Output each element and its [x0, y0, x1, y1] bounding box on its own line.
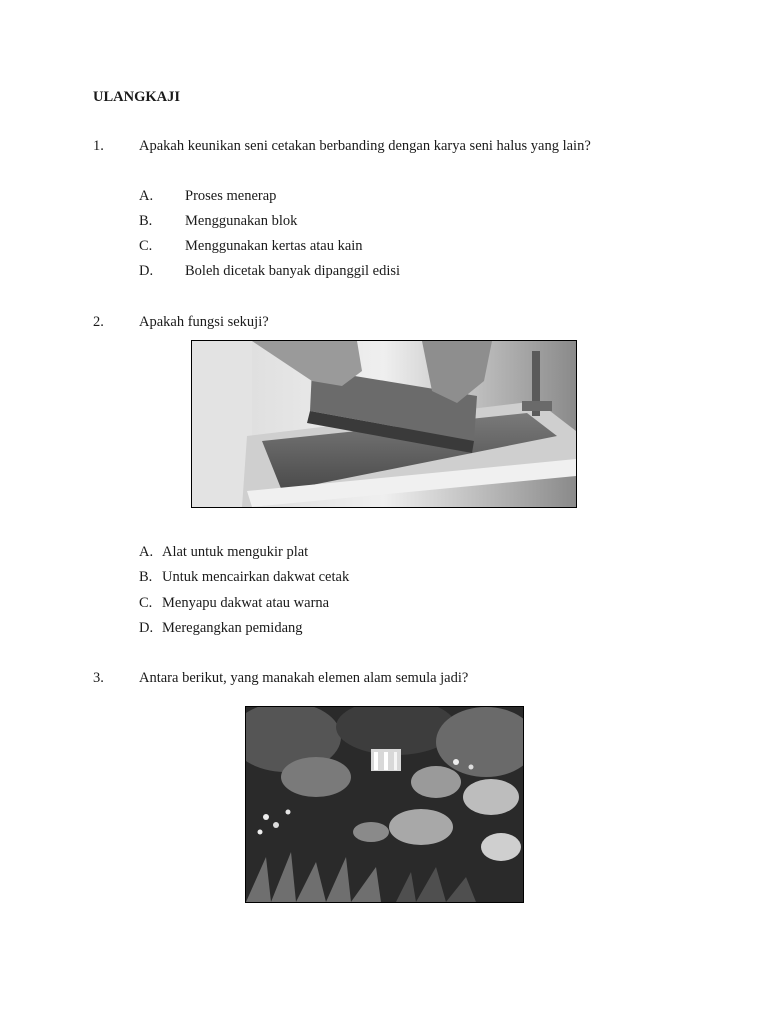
question-2-text: Apakah fungsi sekuji? — [139, 314, 269, 330]
question-1-option-c-letter: C. — [139, 238, 153, 254]
question-2-option-c-letter: C. — [139, 595, 153, 611]
question-3-text: Antara berikut, yang manakah elemen alam semula jadi? — [139, 670, 469, 686]
question-1-option-a-letter: A. — [139, 188, 154, 204]
question-2-option-c-text: Menyapu dakwat atau warna — [162, 595, 330, 611]
question-2-option-d-text: Meregangkan pemidang — [162, 620, 303, 636]
question-2-option-d-letter: D. — [139, 620, 154, 636]
question-1-option-b-letter: B. — [139, 213, 153, 229]
screen-printing-photo — [191, 340, 577, 508]
garden-stream-photo — [245, 706, 524, 903]
question-1-text: Apakah keunikan seni cetakan berbanding dengan karya seni halus yang lain? — [139, 138, 591, 154]
question-2-number: 2. — [93, 314, 104, 330]
question-1-option-d-text: Boleh dicetak banyak dipanggil edisi — [185, 263, 401, 279]
question-1-number: 1. — [93, 138, 104, 154]
page-title: ULANGKAJI — [93, 89, 181, 105]
question-1-option-a-text: Proses menerap — [185, 188, 277, 204]
question-1-option-c-text: Menggunakan kertas atau kain — [185, 238, 363, 254]
question-3-number: 3. — [93, 670, 104, 686]
question-1-option-d-letter: D. — [139, 263, 154, 279]
question-2-option-a-text: Alat untuk mengukir plat — [162, 544, 309, 560]
question-2-option-a-letter: A. — [139, 544, 154, 560]
question-1-option-b-text: Menggunakan blok — [185, 213, 298, 229]
question-2-option-b-letter: B. — [139, 569, 153, 585]
question-2-option-b-text: Untuk mencairkan dakwat cetak — [162, 569, 350, 585]
